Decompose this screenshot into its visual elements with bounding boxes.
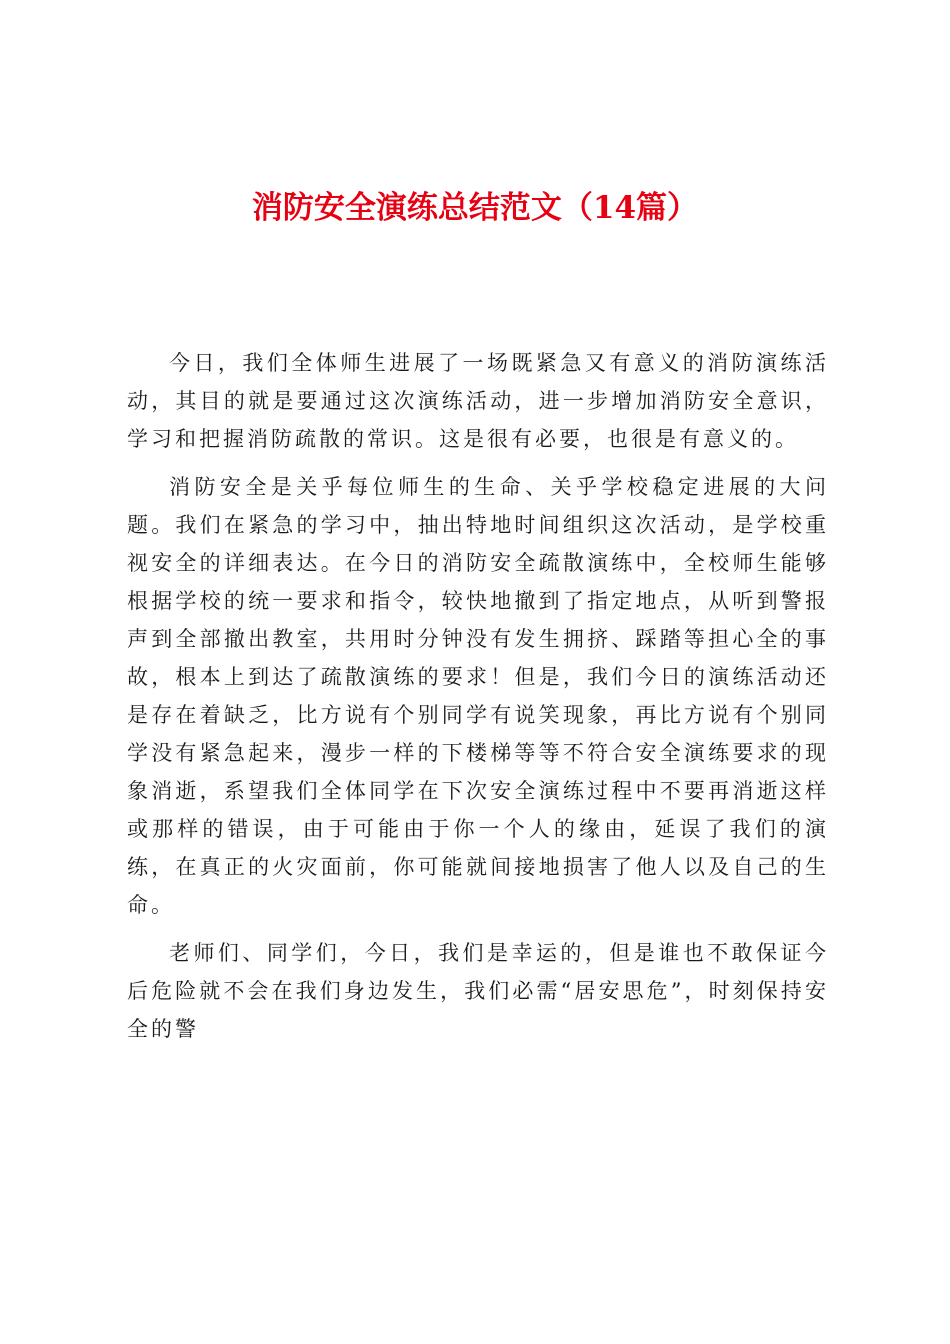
document-title: 消防安全演练总结范文（14篇） <box>251 190 699 226</box>
paragraph-3: 老师们、同学们，今日，我们是幸运的，但是谁也不敢保证今后危险就不会在我们身边发生，我们必需“居安思危”，时刻保持安全的警 <box>127 941 829 1041</box>
document-body <box>127 344 829 1058</box>
paragraph-2: 消防安全是关乎每位师生的生命、关乎学校稳定进展的大问题。我们在紧急的学习中，抽出特地时间组织这次活动，是学校重视安全的详细表达。在今日的消防安全疏散演练中，全校师生能够根据学校的统一要求和指令，较快地撤到了指定地点，从听到警报声到全部撤出教室，共用时分钟没有发生拥挤、踩踏等担心全的事故，根本上到达了疏散演练的要求！但是，我们今日的演练活动还是存在着缺乏，比方说有个别同学有说笑现象，再比方说有个别同学没有紧急起来，漫步一样的下楼梯等等不符合安全演练要求的现象消逝，系望我们全体同学在下次安全演练过程中不要再消逝这样或那样的错误，由于可能由于你一个人的缘由，延误了我们的演练，在真正的火灾面前，你可能就间接地损害了他人以及自己的生命。 <box>127 475 829 917</box>
paragraph-1: 今日，我们全体师生进展了一场既紧急又有意义的消防演练活动，其目的就是要通过这次演练活动，进一步增加消防安全意识，学习和把握消防疏散的常识。这是很有必要，也很是有意义的。 <box>127 351 829 451</box>
